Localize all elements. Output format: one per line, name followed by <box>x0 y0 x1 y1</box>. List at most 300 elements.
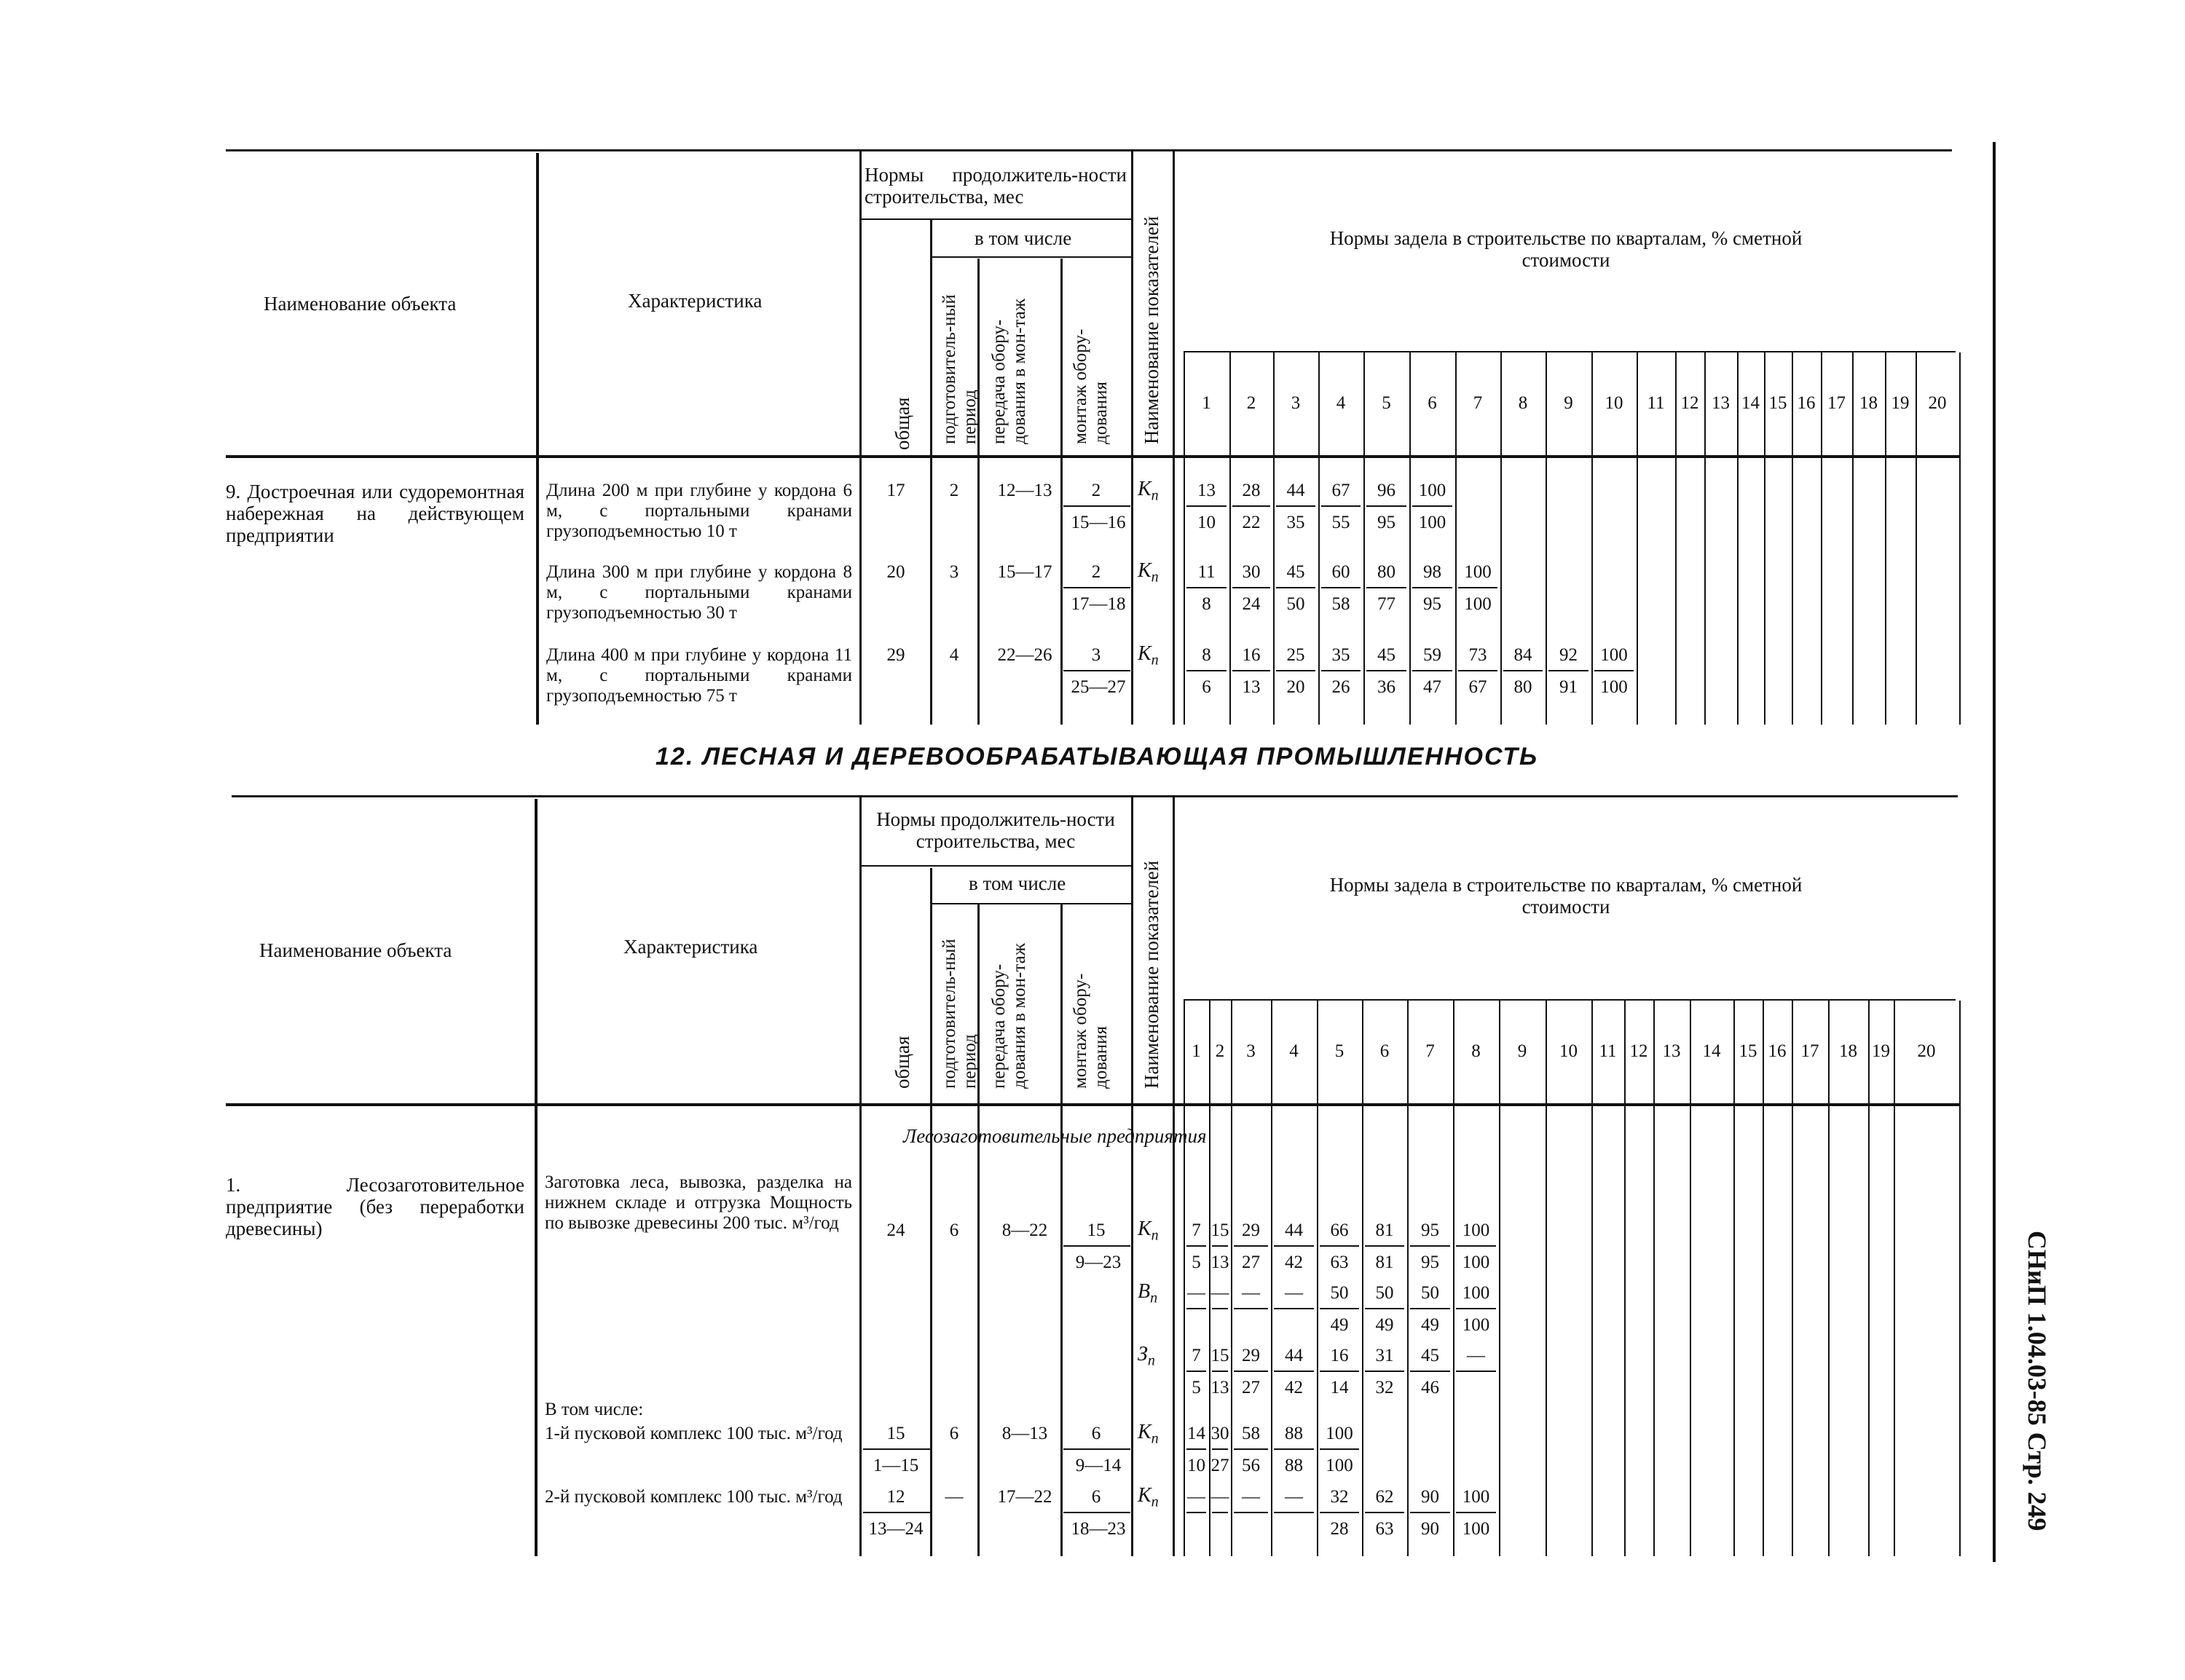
quarter-number: 18 <box>1859 393 1878 413</box>
t2-c2-install-top: 6 <box>1091 1487 1101 1507</box>
t1-transfer: 12—13 <box>997 481 1052 500</box>
value-bottom: 35 <box>1286 513 1305 532</box>
t1-prep: 4 <box>949 645 959 665</box>
value-bottom: 80 <box>1513 677 1532 697</box>
t1-install-bot: 25—27 <box>1071 677 1126 697</box>
quarter-number: 6 <box>1428 393 1437 413</box>
table-rule <box>1366 505 1406 507</box>
table-rule <box>1548 670 1588 671</box>
value-top: — <box>1210 1487 1229 1507</box>
value-bottom: 91 <box>1559 677 1578 697</box>
value-bottom: 100 <box>1464 594 1492 614</box>
value-bottom: 5 <box>1192 1378 1201 1397</box>
value-bottom: 95 <box>1423 594 1441 614</box>
value-top: 100 <box>1600 645 1628 665</box>
t2-indicator: $К_п$ <box>1138 1218 1159 1244</box>
value-bottom: 24 <box>1242 594 1261 614</box>
value-bottom: 100 <box>1462 1315 1490 1335</box>
header-characteristic: Характеристика <box>628 290 763 312</box>
value-bottom: 81 <box>1375 1253 1394 1272</box>
header-backlog: Нормы задела в строительстве по кварталам, % сметной стоимости <box>1329 227 1803 272</box>
t2-install-bot: 9—23 <box>1075 1253 1122 1272</box>
quarter-number: 7 <box>1473 393 1483 413</box>
value-top: 15 <box>1210 1346 1229 1365</box>
table-rule <box>1063 1448 1130 1450</box>
t2-c1-install-top: 6 <box>1091 1424 1101 1443</box>
quarter-number: 16 <box>1768 1041 1787 1061</box>
value-bottom: 27 <box>1242 1378 1260 1397</box>
table-rule <box>1321 670 1361 671</box>
table-rule <box>1456 1512 1496 1513</box>
value-top: 67 <box>1331 481 1350 500</box>
table-rule <box>1274 1371 1314 1372</box>
value-top: — <box>1285 1487 1303 1507</box>
value-top: 100 <box>1326 1424 1353 1443</box>
table-rule <box>1456 1245 1496 1247</box>
t2-header-characteristic: Характеристика <box>623 936 758 958</box>
t2-prep: 6 <box>949 1220 959 1240</box>
table-rule <box>1234 1308 1268 1309</box>
value-top: 30 <box>1242 562 1261 582</box>
value-bottom: 20 <box>1286 677 1305 697</box>
value-top: 29 <box>1242 1346 1260 1365</box>
t2-c2-total-bot: 13—24 <box>868 1519 924 1539</box>
t1-transfer: 15—17 <box>997 562 1052 582</box>
table-rule <box>1320 1308 1359 1309</box>
table-rule <box>1410 1308 1450 1309</box>
value-bottom: 6 <box>1202 677 1211 697</box>
t1-row3-char: Длина 400 м при глубине у кордона 11 м, с портальными кранами грузоподъемностью 75 т <box>546 645 852 706</box>
t2-total: 24 <box>886 1220 905 1240</box>
value-bottom: 95 <box>1377 513 1395 532</box>
quarter-number: 5 <box>1334 1041 1345 1061</box>
table-rule <box>1186 505 1227 507</box>
quarter-number: 8 <box>1471 1041 1481 1061</box>
value-bottom: 49 <box>1375 1315 1394 1335</box>
value-bottom: 13 <box>1242 677 1261 697</box>
table-rule <box>1365 1371 1404 1372</box>
t1-transfer: 22—26 <box>997 645 1052 665</box>
t2-c2-total-top: 12 <box>886 1487 905 1507</box>
value-top: 16 <box>1330 1346 1349 1365</box>
table-rule <box>1212 1512 1228 1513</box>
quarter-number: 9 <box>1517 1041 1527 1061</box>
value-bottom: 32 <box>1375 1378 1394 1397</box>
table-rule <box>1959 352 1961 725</box>
table-rule <box>1894 1001 1895 1556</box>
table-rule <box>1624 1001 1626 1556</box>
table-rule <box>1063 1245 1130 1247</box>
value-top: — <box>1187 1283 1205 1303</box>
t2-object-name: 1. Лесозаготовительное предприятие (без переработки древесины) <box>226 1174 524 1240</box>
value-top: 88 <box>1285 1424 1303 1443</box>
table-rule <box>1274 1245 1314 1247</box>
t2-transfer: 8—22 <box>1001 1220 1048 1240</box>
section-title: 12. ЛЕСНАЯ И ДЕРЕВООБРАБАТЫВАЮЩАЯ ПРОМЫШЛЕННОСТЬ <box>656 743 1539 770</box>
t2-incl-label: В том числе: <box>545 1400 644 1419</box>
table-rule <box>863 1448 930 1450</box>
value-bottom: 100 <box>1462 1519 1490 1539</box>
value-top: 100 <box>1464 562 1492 582</box>
value-top: 25 <box>1286 645 1305 665</box>
value-top: 73 <box>1468 645 1487 665</box>
value-top: 30 <box>1210 1424 1229 1443</box>
t1-install-bot: 17—18 <box>1071 594 1126 614</box>
value-top: 84 <box>1513 645 1532 665</box>
quarter-number: 4 <box>1289 1041 1299 1061</box>
value-top: 11 <box>1197 562 1216 582</box>
value-top: 58 <box>1242 1424 1260 1443</box>
header-total: общая <box>891 397 913 450</box>
table-rule <box>1234 1245 1268 1247</box>
quarter-number: 2 <box>1215 1041 1225 1061</box>
t2-complex2-char: 2-й пусковой комплекс 100 тыс. м³/год <box>545 1487 843 1507</box>
quarter-number: 1 <box>1192 1041 1201 1061</box>
table-rule <box>1365 1308 1404 1309</box>
value-top: 92 <box>1559 645 1578 665</box>
value-bottom: 5 <box>1192 1253 1201 1272</box>
value-top: 80 <box>1377 562 1395 582</box>
value-top: 95 <box>1421 1220 1439 1240</box>
table-rule <box>1186 1308 1206 1309</box>
t1-indicator: $К_п$ <box>1138 559 1159 585</box>
table-rule <box>863 1512 930 1513</box>
value-bottom: 100 <box>1600 677 1628 697</box>
value-top: 16 <box>1242 645 1261 665</box>
t1-install-top: 2 <box>1091 562 1101 582</box>
value-bottom: 100 <box>1326 1456 1353 1475</box>
table-rule <box>1828 1001 1830 1556</box>
table-rule <box>1366 670 1406 671</box>
t2-header-object: Наименование объекта <box>259 939 452 961</box>
header-object: Наименование объекта <box>264 293 457 315</box>
quarter-number: 11 <box>1647 393 1665 413</box>
quarter-number: 14 <box>1702 1041 1721 1061</box>
value-top: 45 <box>1286 562 1305 582</box>
table-rule <box>1365 1512 1404 1513</box>
table-rule <box>1690 1001 1691 1556</box>
value-top: — <box>1210 1283 1229 1303</box>
table-rule <box>1792 1001 1793 1556</box>
table-rule <box>1232 670 1270 671</box>
t2-header-install: монтаж обору-дования <box>1071 973 1111 1089</box>
value-top: — <box>1242 1283 1260 1303</box>
t2-header-prep: подготовитель-ный период <box>940 939 980 1089</box>
header-transfer: передача обору-дования в мон-таж <box>989 299 1029 444</box>
table-rule <box>1063 670 1130 671</box>
quarter-number: 17 <box>1800 1041 1819 1061</box>
table-rule <box>1274 1512 1314 1513</box>
table-rule <box>1063 587 1130 588</box>
table-rule <box>1320 1512 1359 1513</box>
value-bottom: 36 <box>1377 677 1395 697</box>
quarter-number: 12 <box>1680 393 1699 413</box>
quarter-number: 2 <box>1246 393 1256 413</box>
table-rule <box>1407 1001 1409 1556</box>
table-rule <box>1274 1308 1314 1309</box>
t2-install-top: 15 <box>1087 1220 1106 1240</box>
value-top: 29 <box>1242 1220 1260 1240</box>
value-top: 44 <box>1286 481 1305 500</box>
table-rule <box>1234 1371 1268 1372</box>
value-top: 7 <box>1192 1346 1201 1365</box>
value-top: 15 <box>1210 1220 1229 1240</box>
table-rule <box>1458 670 1497 671</box>
value-bottom: 100 <box>1418 513 1446 532</box>
value-bottom: 10 <box>1187 1456 1205 1475</box>
value-top: — <box>1467 1346 1485 1365</box>
t2-c2-indicator: $К_п$ <box>1138 1484 1159 1510</box>
quarter-number: 10 <box>1605 393 1623 413</box>
table-rule <box>1212 1371 1228 1372</box>
quarter-number: 19 <box>1872 1041 1890 1061</box>
value-top: 7 <box>1192 1220 1201 1240</box>
value-bottom: 95 <box>1421 1253 1439 1272</box>
quarter-number: 19 <box>1891 393 1910 413</box>
value-bottom: 49 <box>1421 1315 1439 1335</box>
t2-c2-prep: — <box>945 1487 964 1507</box>
value-top: 45 <box>1421 1346 1439 1365</box>
value-bottom: 8 <box>1202 594 1211 614</box>
value-bottom: 67 <box>1468 677 1487 697</box>
value-top: 44 <box>1285 1346 1303 1365</box>
t2-header-incl: в том числе <box>969 872 1066 894</box>
quarter-number: 6 <box>1379 1041 1390 1061</box>
t2-header-duration: Нормы продолжитель-ности строительства, мес <box>876 808 1115 853</box>
header-prep: подготовитель-ный период <box>940 294 980 444</box>
quarter-number: 8 <box>1518 393 1528 413</box>
header-duration: Нормы продолжитель-ности строительства, мес <box>865 164 1127 208</box>
t2-header-total: общая <box>891 1036 913 1089</box>
value-bottom: 27 <box>1242 1253 1260 1272</box>
t1-total: 17 <box>886 481 905 500</box>
quarter-number: 9 <box>1564 393 1573 413</box>
side-page-label: СНиП 1.04.03-85 Стр. 249 <box>2023 1231 2052 1531</box>
value-bottom: 42 <box>1285 1378 1303 1397</box>
t1-row2-char: Длина 300 м при глубине у кордона 8 м, с портальными кранами грузоподъемностью 30 т <box>546 562 852 623</box>
value-top: — <box>1285 1283 1303 1303</box>
table-rule <box>1186 1448 1206 1450</box>
table-rule <box>1362 1001 1363 1556</box>
value-bottom: 50 <box>1286 594 1305 614</box>
value-bottom: 27 <box>1210 1456 1229 1475</box>
t2-c2-transfer: 17—22 <box>997 1487 1052 1507</box>
value-bottom: 47 <box>1423 677 1441 697</box>
value-top: 44 <box>1285 1220 1303 1240</box>
value-top: 32 <box>1330 1487 1349 1507</box>
quarter-number: 10 <box>1559 1041 1578 1061</box>
value-top: 90 <box>1421 1487 1439 1507</box>
value-top: — <box>1187 1487 1205 1507</box>
t2-c1-indicator: $К_п$ <box>1138 1421 1159 1447</box>
table-rule <box>1212 1448 1228 1450</box>
table-rule <box>1458 587 1497 588</box>
t2-c1-install-bot: 9—14 <box>1075 1456 1122 1475</box>
value-top: 81 <box>1375 1220 1394 1240</box>
quarter-number: 17 <box>1827 393 1846 413</box>
t2-c1-total-top: 15 <box>886 1424 905 1443</box>
t1-object-name: 9. Достроечная или судоремонтная набережная на действующем предприятии <box>226 481 524 547</box>
value-top: 100 <box>1462 1283 1490 1303</box>
quarter-number: 1 <box>1202 393 1211 413</box>
value-top: 100 <box>1462 1220 1490 1240</box>
table-rule <box>1456 1308 1496 1309</box>
quarter-number: 20 <box>1917 1041 1936 1061</box>
t1-indicator: $К_п$ <box>1138 642 1159 669</box>
t2-indicator: $З_п$ <box>1138 1343 1155 1369</box>
t2-header-indicator: Наименование показателей <box>1141 860 1162 1089</box>
table-rule <box>1232 587 1270 588</box>
page-right-rule <box>1993 142 1996 1562</box>
table-rule <box>1365 1245 1404 1247</box>
table-rule <box>1321 505 1361 507</box>
table-rule <box>1234 1512 1268 1513</box>
table-rule <box>1591 1001 1593 1556</box>
value-top: 50 <box>1375 1283 1394 1303</box>
value-top: 13 <box>1197 481 1216 500</box>
t1-prep: 2 <box>949 481 959 500</box>
t2-c1-prep: 6 <box>949 1424 959 1443</box>
table-rule <box>1320 1371 1359 1372</box>
t2-c2-install-bot: 18—23 <box>1071 1519 1126 1539</box>
table-rule <box>1276 505 1315 507</box>
value-top: 96 <box>1377 481 1395 500</box>
value-bottom: 28 <box>1330 1519 1349 1539</box>
table-rule <box>1186 670 1227 671</box>
header-incl: в том числе <box>975 227 1072 249</box>
value-bottom: 14 <box>1330 1378 1349 1397</box>
t1-install-bot: 15—16 <box>1071 513 1126 532</box>
value-top: 100 <box>1418 481 1446 500</box>
table-rule <box>1546 1001 1547 1556</box>
table-rule <box>1320 1245 1359 1247</box>
table-rule <box>1320 1448 1359 1450</box>
table-rule <box>1410 1512 1450 1513</box>
value-top: — <box>1242 1487 1260 1507</box>
t1-install-top: 3 <box>1091 645 1101 665</box>
value-top: 60 <box>1331 562 1350 582</box>
table-rule <box>1410 1371 1450 1372</box>
table-rule <box>1453 1001 1454 1556</box>
quarter-number: 12 <box>1629 1041 1648 1061</box>
table-rule <box>1212 1308 1228 1309</box>
header-indicator: Наименование показателей <box>1141 216 1162 444</box>
table-rule <box>1959 1001 1961 1556</box>
t2-indicator: $В_п$ <box>1138 1280 1158 1306</box>
table-rule <box>1321 587 1361 588</box>
quarter-number: 18 <box>1839 1041 1857 1061</box>
table-rule <box>1234 1448 1268 1450</box>
value-bottom: 42 <box>1285 1253 1303 1272</box>
table-rule <box>1763 1001 1764 1556</box>
value-top: 98 <box>1423 562 1441 582</box>
t2-c1-total-bot: 1—15 <box>873 1456 919 1475</box>
quarter-number: 14 <box>1741 393 1760 413</box>
value-bottom: 13 <box>1210 1253 1229 1272</box>
value-top: 31 <box>1375 1346 1394 1365</box>
quarter-number: 11 <box>1599 1041 1617 1061</box>
value-top: 62 <box>1375 1487 1394 1507</box>
table-rule <box>1366 587 1406 588</box>
table-rule <box>1186 587 1227 588</box>
value-top: 35 <box>1331 645 1350 665</box>
table-rule <box>1412 587 1452 588</box>
quarter-number: 13 <box>1662 1041 1681 1061</box>
quarter-number: 3 <box>1246 1041 1256 1061</box>
quarter-number: 7 <box>1425 1041 1435 1061</box>
quarter-number: 13 <box>1712 393 1730 413</box>
value-bottom: 58 <box>1331 594 1350 614</box>
value-bottom: 90 <box>1421 1519 1439 1539</box>
quarter-number: 15 <box>1739 1041 1757 1061</box>
value-bottom: 49 <box>1330 1315 1349 1335</box>
table-rule <box>1733 1001 1735 1556</box>
value-bottom: 100 <box>1462 1253 1490 1272</box>
value-bottom: 56 <box>1242 1456 1260 1475</box>
t2-header-backlog: Нормы задела в строительстве по кварталам, % сметной стоимости <box>1329 874 1803 918</box>
value-top: 14 <box>1187 1424 1205 1443</box>
value-top: 8 <box>1202 645 1211 665</box>
value-top: 66 <box>1330 1220 1349 1240</box>
table-rule <box>1868 1001 1870 1556</box>
table-rule <box>1412 670 1452 671</box>
table-rule <box>1186 1245 1206 1247</box>
t1-indicator: $К_п$ <box>1138 478 1159 504</box>
table-rule <box>1653 1001 1655 1556</box>
value-bottom: 55 <box>1331 513 1350 532</box>
t2-char-main: Заготовка леса, вывозка, разделка на нижнем складе и отгрузка Мощность по вывозке древесины 200 тыс. м³/год <box>545 1172 852 1233</box>
quarter-number: 20 <box>1928 393 1947 413</box>
table-rule <box>1063 505 1130 507</box>
table-rule <box>1274 1448 1314 1450</box>
table-rule <box>1456 1371 1496 1372</box>
t2-c1-transfer: 8—13 <box>1001 1424 1048 1443</box>
value-top: 28 <box>1242 481 1261 500</box>
t1-prep: 3 <box>949 562 959 582</box>
t2-complex1-char: 1-й пусковой комплекс 100 тыс. м³/год <box>545 1424 843 1443</box>
value-bottom: 10 <box>1197 513 1216 532</box>
table-rule <box>1063 1512 1130 1513</box>
t1-install-top: 2 <box>1091 481 1101 500</box>
table-rule <box>1276 587 1315 588</box>
t1-total: 29 <box>886 645 905 665</box>
value-top: 100 <box>1462 1487 1490 1507</box>
table-rule <box>1212 1245 1228 1247</box>
quarter-number: 5 <box>1382 393 1391 413</box>
value-bottom: 13 <box>1210 1378 1229 1397</box>
t2-subheading: Лесозаготовительные предприятия <box>903 1125 1207 1147</box>
value-top: 45 <box>1377 645 1395 665</box>
value-bottom: 88 <box>1285 1456 1303 1475</box>
t2-header-transfer: передача обору-дования в мон-таж <box>989 943 1029 1089</box>
value-bottom: 26 <box>1331 677 1350 697</box>
header-install: монтаж обору-дования <box>1071 328 1111 444</box>
value-bottom: 63 <box>1375 1519 1394 1539</box>
table-rule <box>1276 670 1315 671</box>
value-bottom: 22 <box>1242 513 1261 532</box>
quarter-number: 4 <box>1336 393 1346 413</box>
quarter-number: 3 <box>1291 393 1301 413</box>
value-bottom: 77 <box>1377 594 1395 614</box>
table-rule <box>1232 505 1270 507</box>
value-top: 59 <box>1423 645 1441 665</box>
table-rule <box>1410 1245 1450 1247</box>
table-rule <box>1499 1001 1500 1556</box>
quarter-number: 15 <box>1768 393 1787 413</box>
table-rule <box>1186 1512 1206 1513</box>
value-bottom: 63 <box>1330 1253 1349 1272</box>
t1-row1-char: Длина 200 м при глубине у кордона 6 м, с портальными кранами грузоподъемностью 10 т <box>546 481 852 541</box>
